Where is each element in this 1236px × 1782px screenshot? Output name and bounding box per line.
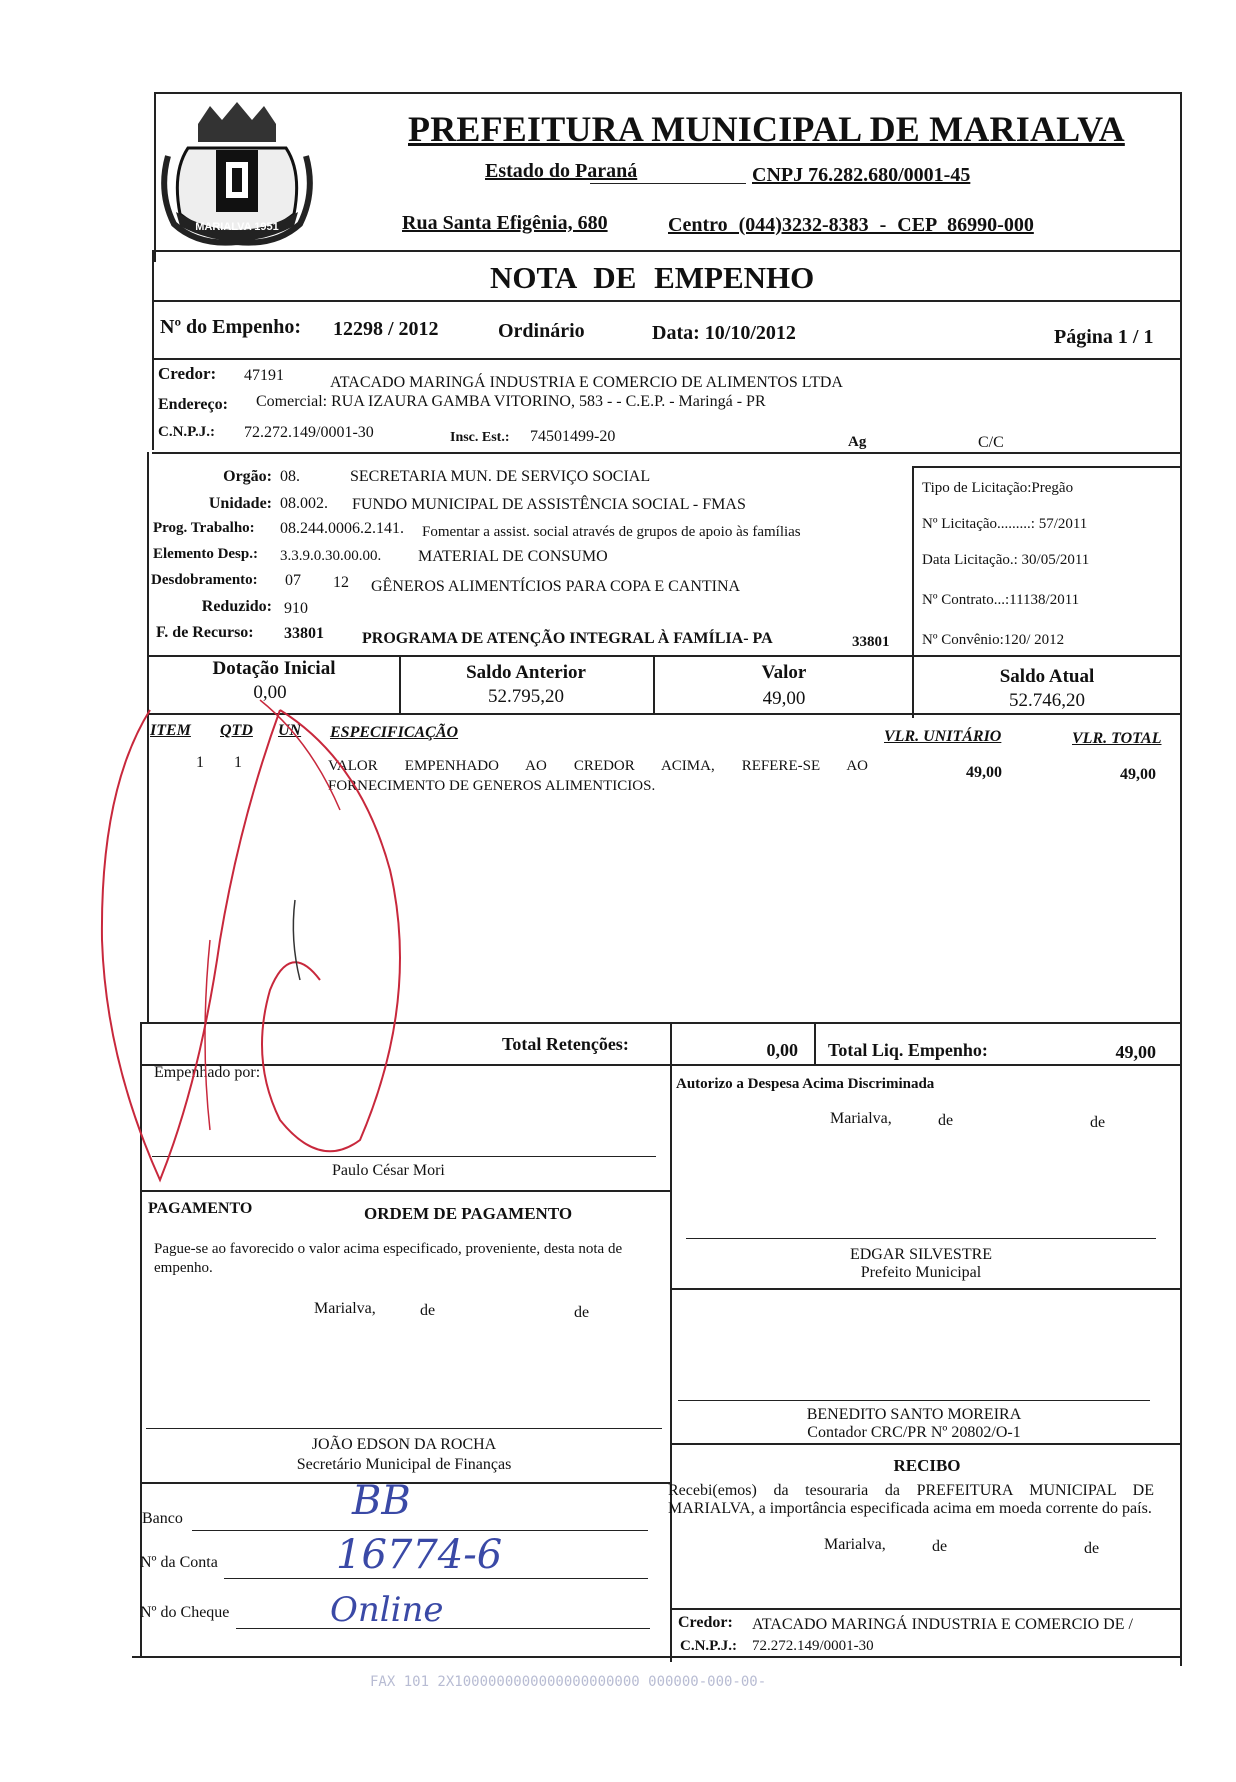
prefeito-signature-line — [686, 1238, 1156, 1239]
elemento-label: Elemento Desp.: — [153, 546, 258, 562]
lower-center-divider — [670, 1022, 672, 1662]
district-phone: Centro (044)3232-8383 - CEP 86990-000 — [668, 214, 1034, 236]
fax-stamp: FAX 101 2X1000000000000000000000 000000-000-00- — [370, 1674, 767, 1690]
secretario-name: JOÃO EDSON DA ROCHA — [311, 1436, 497, 1453]
recibo-cnpj-label: C.N.P.J.: — [680, 1638, 737, 1654]
dotacao-value: 0,00 — [253, 682, 287, 703]
valor-label: Valor — [761, 662, 807, 683]
contador-role: Contador CRC/PR Nº 20802/O-1 — [807, 1424, 1021, 1441]
col-qtd: QTD — [220, 722, 253, 739]
contrato-numero: Nº Contrato...:11138/2011 — [922, 592, 1080, 608]
saldos-div-2 — [653, 657, 655, 713]
pagamento-place: Marialva, — [314, 1300, 376, 1317]
saldo-anterior-value: 52.795,20 — [488, 686, 564, 707]
licitacao-data: Data Licitação.: 30/05/2011 — [922, 552, 1090, 568]
empenho-label: Nº do Empenho: — [160, 316, 302, 338]
recurso-code: 33801 — [284, 625, 324, 642]
desdobramento-code: 07 — [285, 572, 301, 589]
frame-bottom — [132, 1656, 1182, 1658]
elemento-code: 3.3.9.0.30.00.00. — [280, 548, 382, 564]
saldo-anterior-label: Saldo Anterior — [466, 662, 586, 683]
prog-label: Prog. Trabalho: — [153, 520, 255, 536]
endereco-label: Endereço: — [158, 396, 228, 413]
row-qtd: 1 — [234, 754, 242, 771]
unidade-code: 08.002. — [280, 495, 328, 512]
row-vlr-unitario: 49,00 — [966, 764, 1002, 781]
pagamento-de-2: de — [574, 1304, 590, 1321]
orgao-label: Orgão: — [223, 468, 272, 485]
recurso-label: F. de Recurso: — [156, 624, 254, 641]
contador-name: BENEDITO SANTO MOREIRA — [806, 1406, 1022, 1423]
conta-label: Nº da Conta — [140, 1554, 218, 1571]
prefeito-name: EDGAR SILVESTRE — [849, 1246, 993, 1263]
recibo-credor-label: Credor: — [678, 1614, 733, 1631]
recibo-inner-line — [672, 1608, 1182, 1610]
licitacao-numero: Nº Licitação.........: 57/2011 — [922, 516, 1088, 532]
banco-handwritten: BB — [352, 1478, 411, 1524]
recibo-de-2: de — [1084, 1540, 1100, 1557]
credor-cnpj: 72.272.149/0001-30 — [244, 424, 374, 441]
frame-left-upper — [152, 250, 154, 450]
credor-code: 47191 — [244, 367, 284, 384]
liquido-value: 49,00 — [1115, 1042, 1156, 1062]
orgao-code: 08. — [280, 468, 300, 485]
recibo-title: RECIBO — [893, 1456, 961, 1475]
saldo-atual-label: Saldo Atual — [999, 666, 1095, 687]
autorizo-de-1: de — [938, 1112, 954, 1129]
pagamento-label: PAGAMENTO — [148, 1200, 253, 1217]
recibo-de-1: de — [932, 1538, 948, 1555]
orgao-name: SECRETARIA MUN. DE SERVIÇO SOCIAL — [350, 468, 651, 485]
cheque-handwritten: Online — [330, 1590, 444, 1630]
credor-label: Credor: — [158, 364, 217, 383]
unidade-name: FUNDO MUNICIPAL DE ASSISTÊNCIA SOCIAL - FMAS — [352, 496, 746, 513]
svg-text:MARIALVA 1951: MARIALVA 1951 — [195, 221, 279, 233]
autorizo-title: Autorizo a Despesa Acima Discriminada — [676, 1076, 935, 1092]
account-label: C/C — [978, 434, 1004, 451]
empenhado-label: Empenhado por: — [154, 1064, 261, 1081]
empenhado-name: Paulo César Mori — [332, 1162, 445, 1179]
conta-handwritten: 16774-6 — [336, 1532, 503, 1578]
autorizo-bottom-line — [672, 1288, 1182, 1290]
banco-line — [192, 1530, 648, 1531]
convenio-numero: Nº Convênio:120/ 2012 — [922, 632, 1065, 648]
totais-div — [814, 1022, 816, 1064]
recurso-code-2: 33801 — [852, 634, 890, 650]
licitacao-top — [914, 466, 1182, 468]
cheque-label: Nº do Cheque — [140, 1604, 230, 1621]
document-title: NOTA DE EMPENHO — [490, 260, 815, 295]
dotacao-label: Dotação Inicial — [212, 658, 336, 679]
empenho-number: 12298 / 2012 — [333, 318, 439, 340]
row-item: 1 — [196, 754, 204, 771]
state-name: Estado do Paraná — [485, 160, 638, 182]
reduzido-value: 910 — [284, 600, 308, 617]
credor-name: ATACADO MARINGÁ INDUSTRIA E COMERCIO DE ALIMENTOS LTDA — [330, 374, 843, 391]
crest-icon — [158, 96, 316, 248]
street-address: Rua Santa Efigênia, 680 — [402, 212, 608, 234]
col-un: UN — [278, 722, 302, 739]
desdobramento-sub: 12 — [333, 574, 349, 591]
empenho-bottom-line — [152, 358, 1182, 360]
col-vlr-total: VLR. TOTAL — [1072, 730, 1162, 747]
prog-code: 08.244.0006.2.141. — [280, 520, 404, 537]
saldo-atual-value: 52.746,20 — [1009, 690, 1085, 711]
header-bottom-line — [154, 250, 1182, 252]
empenho-date: Data: 10/10/2012 — [652, 322, 796, 344]
col-item: ITEM — [150, 722, 191, 739]
desdobramento-name: GÊNEROS ALIMENTÍCIOS PARA COPA E CANTINA — [371, 578, 741, 595]
recibo-text: Recebi(emos) da tesouraria da PREFEITURA MUNICIPAL DE MARIALVA, a importância especificada acima em moeda corrente do país. — [668, 1482, 1154, 1517]
secretario-signature-line — [146, 1428, 662, 1429]
credor-bottom-line — [152, 452, 1182, 454]
recibo-credor-name: ATACADO MARINGÁ INDUSTRIA E COMERCIO DE / — [752, 1616, 1133, 1633]
unidade-label: Unidade: — [208, 495, 272, 512]
row-vlr-total: 49,00 — [1120, 766, 1156, 783]
col-vlr-unitario: VLR. UNITÁRIO — [884, 728, 1002, 745]
recibo-place: Marialva, — [824, 1536, 886, 1553]
pagamento-text: Pague-se ao favorecido o valor acima especificado, proveniente, desta nota de empenho. — [154, 1241, 623, 1276]
frame-top — [156, 92, 1182, 94]
cnpj-label: C.N.P.J.: — [158, 424, 215, 440]
state-underline — [590, 183, 746, 184]
retencoes-value: 0,00 — [766, 1040, 798, 1060]
prefeitura-cnpj: CNPJ 76.282.680/0001-45 — [752, 164, 971, 186]
row-especificacao-line1: VALOR EMPENHADO AO CREDOR ACIMA, REFERE-SE AO — [328, 758, 868, 774]
reduzido-label: Reduzido: — [201, 598, 272, 615]
desdobramento-label: Desdobramento: — [151, 572, 258, 588]
recurso-name: PROGRAMA DE ATENÇÃO INTEGRAL À FAMÍLIA- PA — [362, 630, 773, 647]
title-bottom-line — [152, 300, 1182, 302]
elemento-name: MATERIAL DE CONSUMO — [418, 548, 608, 565]
row-especificacao-line2: FORNECIMENTO DE GENEROS ALIMENTICIOS. — [328, 778, 656, 794]
insc-label: Insc. Est.: — [450, 430, 510, 445]
conta-line — [224, 1578, 648, 1579]
contador-bottom-line — [672, 1443, 1182, 1445]
retencoes-label: Total Retenções: — [502, 1034, 629, 1054]
valor-value: 49,00 — [762, 688, 806, 709]
empenho-type: Ordinário — [498, 320, 585, 342]
autorizo-place: Marialva, — [830, 1110, 892, 1127]
municipal-crest — [158, 96, 316, 248]
contador-signature-line — [678, 1400, 1150, 1401]
page-number: Página 1 / 1 — [1054, 326, 1154, 348]
banco-label: Banco — [142, 1510, 183, 1527]
recibo-cnpj: 72.272.149/0001-30 — [752, 1638, 874, 1654]
secretario-role: Secretário Municipal de Finanças — [296, 1456, 512, 1473]
red-signature-mark — [90, 640, 470, 1200]
page-title: PREFEITURA MUNICIPAL DE MARIALVA — [408, 109, 1125, 149]
col-especificacao: ESPECIFICAÇÃO — [330, 724, 459, 741]
frame-left-header — [154, 92, 156, 262]
endereco-value: Comercial: RUA IZAURA GAMBA VITORINO, 583 - - C.E.P. - Maringá - PR — [256, 393, 766, 410]
pagamento-de-1: de — [420, 1302, 436, 1319]
ordem-pagamento-title: ORDEM DE PAGAMENTO — [364, 1204, 573, 1223]
prog-name: Fomentar a assist. social através de grupos de apoio às famílias — [422, 524, 801, 540]
insc-value: 74501499-20 — [530, 428, 616, 445]
autorizo-de-2: de — [1090, 1114, 1106, 1131]
liquido-label: Total Liq. Empenho: — [828, 1040, 988, 1060]
agency-label: Ag — [848, 434, 867, 450]
frame-right — [1180, 92, 1182, 1666]
licitacao-tipo: Tipo de Licitação:Pregão — [922, 480, 1074, 496]
prefeito-role: Prefeito Municipal — [860, 1264, 982, 1281]
